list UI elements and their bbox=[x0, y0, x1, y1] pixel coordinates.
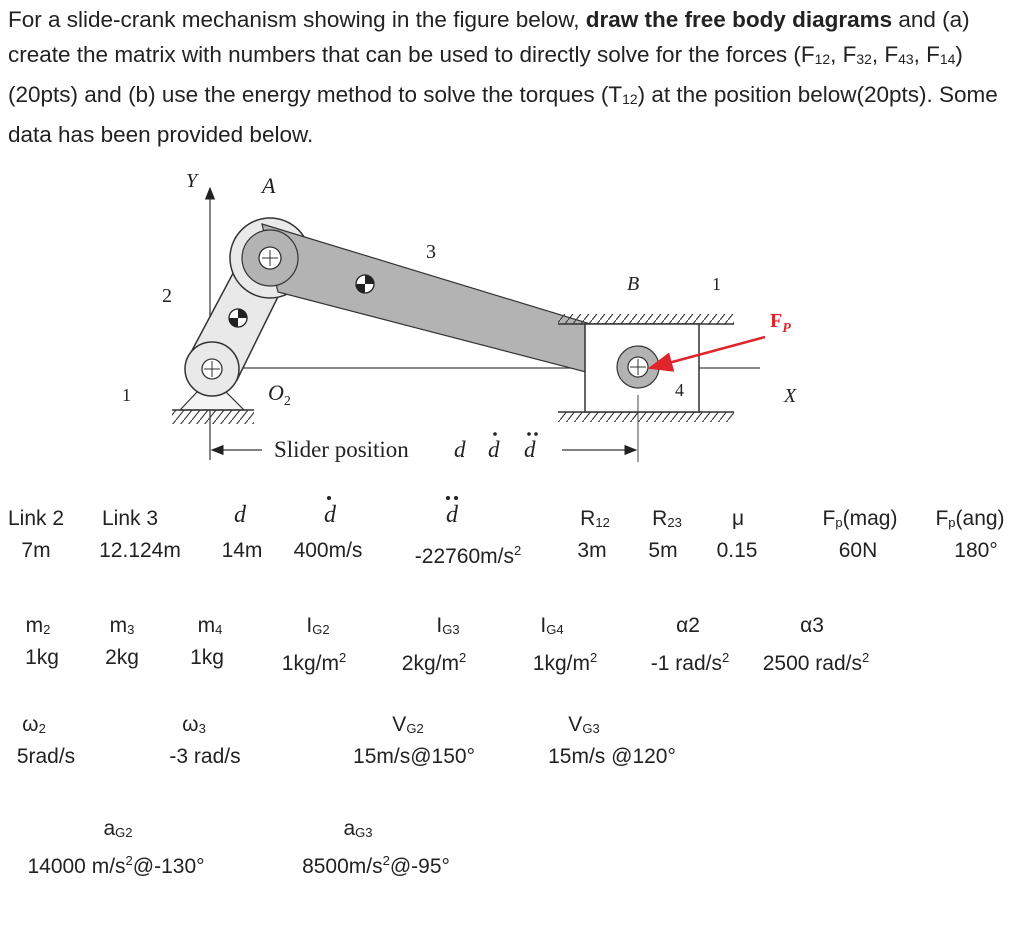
header-d: d bbox=[234, 502, 246, 528]
label-d-dot: d bbox=[488, 437, 500, 462]
value-r12: 3m bbox=[577, 539, 607, 562]
label-point-a: A bbox=[262, 173, 276, 198]
value-link-2: 7m bbox=[21, 539, 51, 562]
header-link-3: Link 3 bbox=[102, 507, 159, 530]
value-ig4: $1kg/m^2$ bbox=[532, 650, 598, 675]
header-fp-ang: $F_p(ang)$ bbox=[935, 507, 1005, 530]
header-omega2: $\omega_2$ bbox=[22, 713, 46, 736]
header-ag3: $a_{G3}$ bbox=[343, 817, 373, 840]
value-omega3: -3 rad/s bbox=[169, 745, 241, 768]
value-d: 14m bbox=[221, 539, 263, 562]
header-r12: $R_{12}$ bbox=[580, 507, 610, 530]
value-m2: 1kg bbox=[25, 646, 59, 669]
label-axis-y: Y bbox=[186, 170, 198, 192]
label-slider-position: Slider position bbox=[274, 437, 409, 462]
value-r23: 5m bbox=[648, 539, 678, 562]
value-ag2: 14000 $m/s^2@-130^\circ$ bbox=[27, 853, 205, 878]
value-m4: 1kg bbox=[190, 646, 224, 669]
label-o2: $O_2$ bbox=[268, 380, 291, 409]
header-ag2: $a_{G2}$ bbox=[103, 817, 133, 840]
d-ddot-mark-header-2 bbox=[454, 496, 458, 500]
value-alpha2: -1 rad/$s^2$ bbox=[650, 650, 730, 675]
header-d-dot: d bbox=[324, 502, 336, 528]
mechanism-figure bbox=[0, 160, 1024, 480]
header-m4: $m_4$ bbox=[197, 614, 223, 637]
header-ig2: $I_{G2}$ bbox=[306, 614, 330, 637]
header-d-ddot: d bbox=[446, 502, 458, 528]
header-omega3: $\omega_3$ bbox=[182, 713, 206, 736]
cg3-marker bbox=[356, 275, 374, 293]
header-vg3: $V_{G3}$ bbox=[568, 713, 600, 736]
header-vg2: $V_{G2}$ bbox=[392, 713, 424, 736]
label-link-3: 3 bbox=[426, 241, 436, 263]
d-dot-mark-header bbox=[327, 496, 331, 500]
value-vg3: 15m/s @120° bbox=[548, 745, 676, 768]
d-ddot-mark-1 bbox=[527, 432, 531, 436]
value-ig3: $2kg/m^2$ bbox=[401, 650, 467, 675]
value-omega2: 5rad/s bbox=[16, 745, 76, 768]
label-force-fp: $F_P$ bbox=[770, 310, 791, 336]
value-link-3: 12.124m bbox=[99, 539, 181, 562]
value-m3: 2kg bbox=[105, 646, 139, 669]
header-ig3: $I_{G3}$ bbox=[436, 614, 460, 637]
value-ag3: $8500m/s^2@-95^\circ$ bbox=[302, 853, 450, 878]
cg2-marker bbox=[229, 309, 247, 327]
header-link-2: Link 2 bbox=[8, 507, 65, 530]
slider-guide-top bbox=[558, 314, 734, 324]
slider-guide-bottom bbox=[558, 412, 734, 422]
value-vg2: 15m/s@150° bbox=[353, 745, 475, 768]
header-alpha3: α3 bbox=[800, 614, 824, 637]
value-ig2: $1kg/m^2$ bbox=[281, 650, 347, 675]
ground-o2 bbox=[172, 392, 254, 424]
pin-a bbox=[259, 247, 281, 269]
value-alpha3: 2500 rad/$s^2$ bbox=[762, 650, 870, 675]
label-ground-1-right: 1 bbox=[712, 274, 721, 294]
label-link-2: 2 bbox=[162, 285, 172, 307]
label-axis-x: X bbox=[784, 385, 797, 407]
problem-statement: For a slide-crank mechanism showing in the figure below, draw the free body diagrams and (a) create the matrix with numbers that can be used to directly solve for the forces ($F_{12}$, $F_{32}$, $F_{43}$, $F_{14}$) (20pts) and (b) use the energy method to solve the torques $(T_{12})$ at the position below(20pts). Some data has been provided below. bbox=[8, 7, 998, 147]
label-ground-1: 1 bbox=[122, 385, 131, 405]
header-m3: $m_3$ bbox=[109, 614, 135, 637]
label-link-4: 4 bbox=[675, 380, 684, 400]
d-ddot-mark-header-1 bbox=[446, 496, 450, 500]
value-fp-ang: 180° bbox=[954, 539, 998, 562]
value-d-ddot: $-22760m/s^2$ bbox=[414, 543, 522, 568]
label-point-b: B bbox=[627, 273, 640, 295]
header-fp-mag: $F_p(mag)$ bbox=[822, 507, 898, 530]
label-d: d bbox=[454, 437, 466, 462]
header-alpha2: α2 bbox=[676, 614, 700, 637]
header-m2: $m_2$ bbox=[25, 614, 51, 637]
problem-emphasis: draw the free body diagrams bbox=[585, 7, 893, 32]
d-dot-mark bbox=[493, 432, 497, 436]
d-ddot-mark-2 bbox=[534, 432, 538, 436]
link-3 bbox=[242, 224, 643, 385]
pin-o2 bbox=[202, 359, 222, 379]
header-ig4: $I_{G4}$ bbox=[540, 614, 564, 637]
value-mu: 0.15 bbox=[716, 539, 758, 562]
label-d-ddot: d bbox=[524, 437, 536, 462]
value-fp-mag: 60N bbox=[838, 539, 878, 562]
header-r23: $R_{23}$ bbox=[652, 507, 682, 530]
header-mu: μ bbox=[731, 507, 745, 530]
value-d-dot: 400m/s bbox=[293, 539, 363, 562]
